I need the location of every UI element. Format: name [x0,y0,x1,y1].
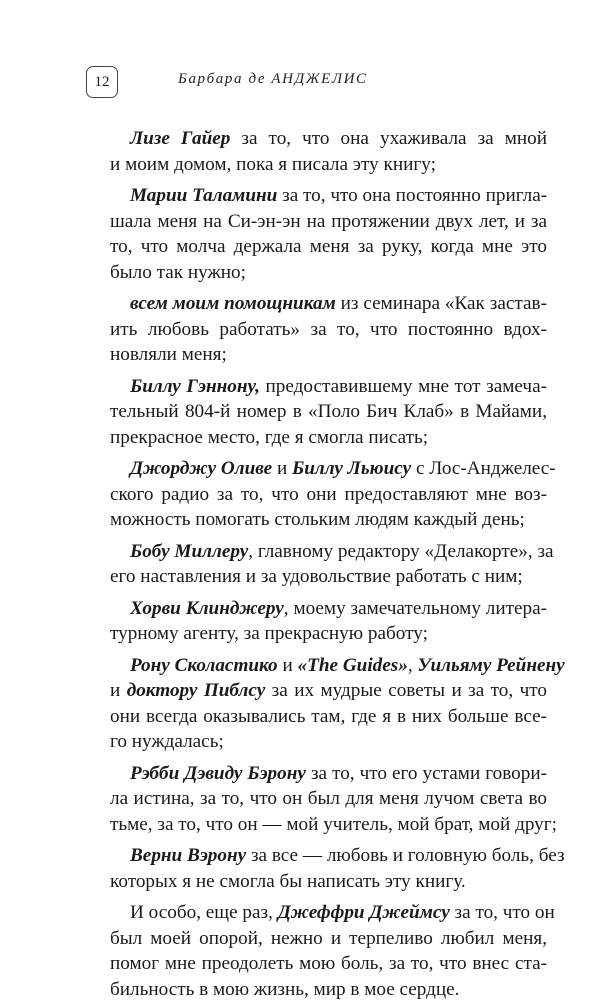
body-text [110,126,565,1008]
text-run: и [277,654,298,676]
text-line [110,456,556,482]
text-line [110,425,547,451]
text-run: ить любовь работать» за то, что постоянно вдох- [110,318,547,340]
paragraph [110,596,547,647]
text-run: турному агенту, за прекрасную работу; [110,623,428,644]
text-line [110,183,547,209]
text-line [110,482,547,508]
text-run: го нуждалась; [110,731,224,752]
emphasized-name: Марии Таламини [130,185,278,206]
text-line [110,843,565,869]
emphasized-name: Хорви Клинджеру [130,597,284,619]
emphasized-name: Уильяму Рейнену [417,654,565,676]
emphasized-name: Рэбби Дэвиду Бэрону [130,762,306,784]
text-line [110,621,547,647]
emphasized-name: доктору Пиблсу [126,680,266,701]
emphasized-name: Верни Вэрону [130,845,247,866]
text-line [110,291,547,317]
running-head: Барбара де АНДЖЕЛИС [178,71,368,87]
paragraph [110,900,555,1002]
text-run: тьме, за то, что он — мой учитель, мой брат, мой друг; [110,813,557,835]
emphasized-name: Лизе Гайер [130,128,231,149]
text-run: , моему замечательному литера- [283,597,548,619]
emphasized-name: Биллу Гэннону, [130,375,260,397]
paragraph [110,653,565,755]
emphasized-name: Бобу Миллеру [130,540,249,562]
text-line [110,900,555,926]
text-run: можность помогать стольким людям каждый день; [110,509,525,530]
paragraph [110,761,557,838]
paragraph [110,126,547,177]
text-run: за то, что она постоянно пригла- [277,185,548,206]
text-run: с Лос-Анджелес- [411,458,556,479]
text-run: ла истина, за то, что он был для меня лучом света во [110,788,547,809]
text-run: они всегда оказывались там, где я в них больше все- [110,705,547,727]
text-run: ского радио за то, что они предоставляют мне воз- [110,483,547,505]
text-line [110,678,547,704]
emphasized-name: всем моим помощникам [130,293,336,314]
text-run: прекрасное место, где я смогла писать; [110,426,429,448]
text-line [110,761,547,787]
paragraph [110,291,547,368]
text-line [110,342,547,368]
text-run: было так нужно; [110,261,246,283]
text-line [110,234,547,260]
text-run: и моим домом, пока я писала эту книгу; [110,153,436,175]
text-line [110,374,547,400]
text-run: тельный 804-й номер в «Поло Бич Клаб» в Майами, [110,401,547,422]
text-line [110,926,547,952]
text-line [110,564,547,590]
emphasized-name: Джорджу Оливе [130,458,273,479]
text-line [110,812,557,838]
text-run: и [110,680,127,701]
text-run: шала меня на Си-эн-эн на протяжении двух лет, и за [110,210,547,232]
text-run: помог мне преодолеть мою боль, за то, что внес ста- [110,953,547,974]
paragraph [110,843,565,894]
paragraph [110,374,547,451]
text-line [110,152,547,178]
emphasized-name: Биллу Льюису [292,458,412,479]
text-line [110,653,565,679]
text-line [110,596,547,622]
text-run: за то, что он [449,902,555,923]
text-line [110,539,554,565]
paragraph [110,183,547,285]
emphasized-name: Джеффри Джеймсу [277,902,450,923]
emphasized-name: Рону Сколастико [130,654,278,676]
text-run: , [407,654,418,676]
paragraph [110,456,556,533]
text-run: которых я не смогла бы написать эту книгу. [110,870,466,892]
text-run: новляли меня; [110,344,227,365]
text-line [110,260,547,286]
text-run: то, что молча держала меня за руку, когда мне это [110,236,547,257]
text-run: и [272,458,293,479]
text-run: его наставления и за удовольствие работать с ним; [110,566,523,587]
paragraph [110,539,554,590]
text-line [110,209,547,235]
text-run: бильность в мою жизнь, мир в мое сердце. [110,978,460,1000]
text-line [110,507,547,533]
text-line [110,977,547,1003]
text-line [110,126,547,152]
text-line [110,317,547,343]
text-run: был моей опорой, нежно и терпеливо любил меня, [110,927,547,949]
text-run: И особо, еще раз, [130,902,278,923]
text-line [110,869,547,895]
page-header [86,66,546,110]
text-line [110,786,547,812]
text-line [110,729,547,755]
text-run: за то, что она ухаживала за мной [230,128,547,149]
text-line [110,951,547,977]
text-run: из семинара «Как застав- [335,293,547,314]
text-run: за то, что его устами говори- [305,762,547,784]
text-run: , главному редактору «Делакорте», за [248,540,554,562]
text-line [110,399,547,425]
text-line [110,704,547,730]
page-number: 12 [86,66,118,98]
emphasized-name: «The Guides» [297,654,408,676]
text-run: за их мудрые советы и за то, что [265,680,547,701]
text-run: предоставившему мне тот замеча- [259,375,547,397]
text-run: за все — любовь и головную боль, без [246,845,565,866]
